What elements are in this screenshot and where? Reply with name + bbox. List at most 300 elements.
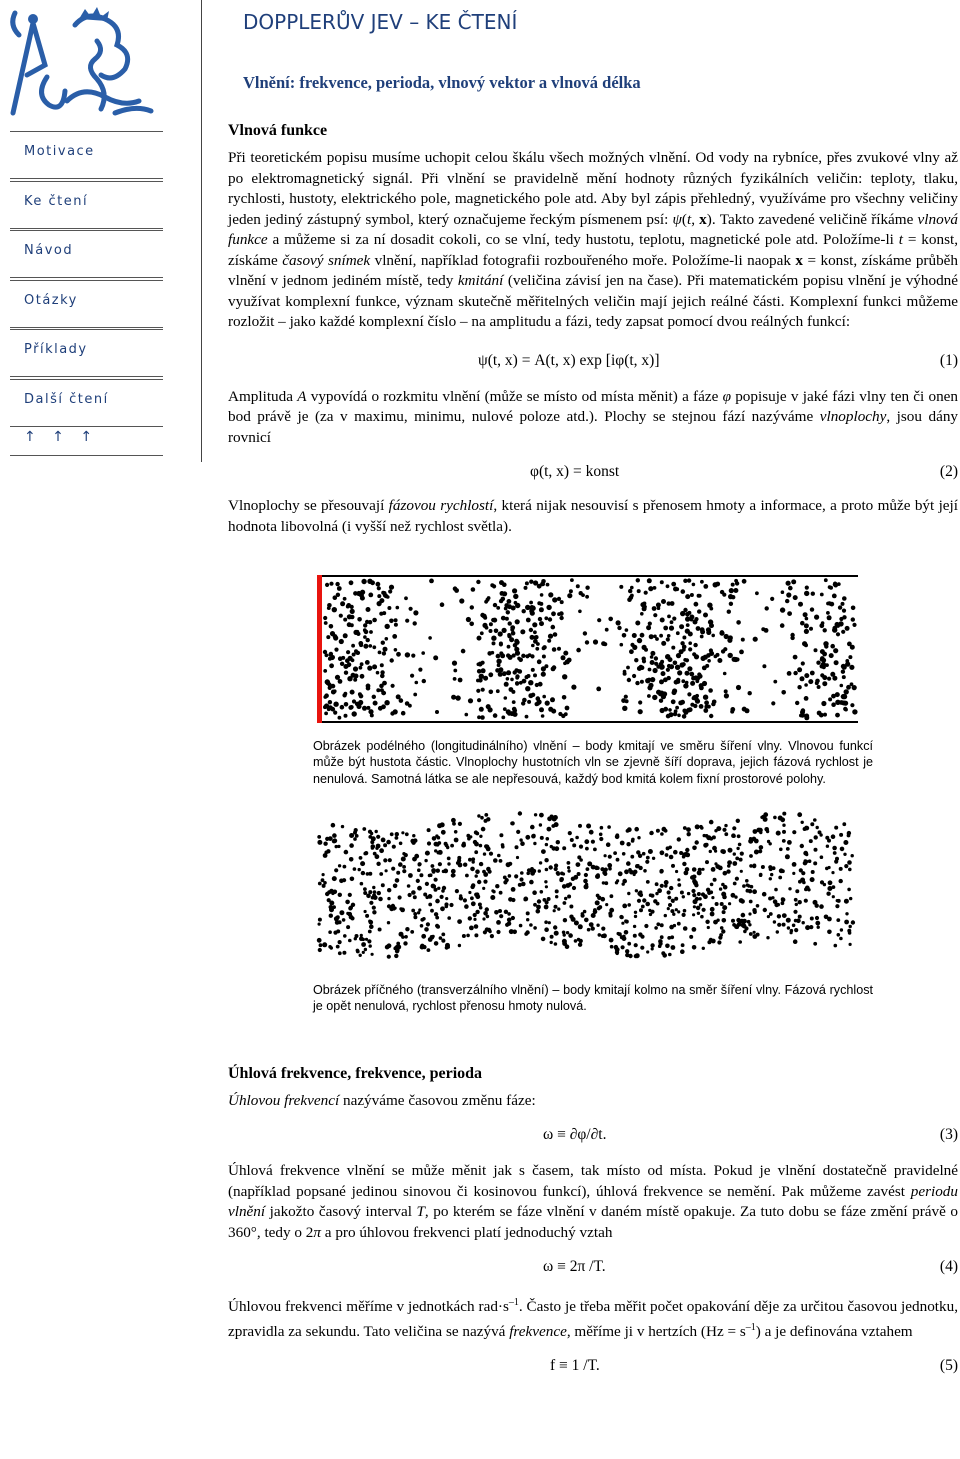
particle	[696, 626, 701, 631]
particle	[317, 840, 322, 845]
particle	[542, 655, 546, 659]
particle	[489, 629, 493, 633]
particle	[360, 596, 365, 601]
particle	[732, 834, 735, 837]
particle	[408, 704, 412, 708]
particle	[793, 595, 798, 600]
particle	[652, 695, 657, 700]
particle	[579, 845, 583, 849]
particle	[851, 606, 856, 611]
particle	[567, 866, 570, 869]
particle	[474, 850, 478, 854]
particle	[648, 849, 653, 854]
particle	[847, 834, 851, 838]
particle	[465, 713, 469, 717]
particle	[798, 880, 802, 884]
particle	[544, 616, 548, 620]
particle	[317, 938, 322, 943]
nav-item-dalsi-cteni[interactable]	[10, 379, 163, 427]
particle	[644, 924, 648, 928]
particle	[473, 840, 477, 844]
equation-5	[228, 1356, 958, 1378]
particle	[434, 941, 439, 946]
particle	[844, 708, 848, 712]
particle	[625, 699, 629, 703]
particle	[622, 852, 626, 856]
particle	[483, 880, 487, 884]
particle	[691, 676, 696, 681]
particle	[786, 918, 791, 923]
particle	[662, 691, 667, 696]
particle	[728, 653, 733, 658]
particle	[465, 874, 469, 878]
particle	[548, 634, 553, 639]
particle	[375, 830, 378, 833]
particle	[710, 907, 715, 912]
particle	[507, 918, 512, 923]
particle	[529, 880, 534, 885]
particle	[370, 713, 374, 717]
particle	[700, 580, 704, 584]
particle	[832, 885, 836, 889]
particle	[332, 833, 337, 838]
particle	[391, 867, 395, 871]
particle	[804, 683, 808, 687]
particle	[608, 617, 613, 622]
particle	[499, 642, 503, 646]
particle	[425, 851, 430, 856]
particle	[753, 910, 757, 914]
particle	[462, 842, 466, 846]
particle	[793, 939, 798, 944]
particle	[722, 895, 727, 900]
particle	[804, 899, 808, 903]
particle	[664, 880, 669, 885]
particle	[354, 674, 359, 679]
particle	[489, 622, 493, 626]
nav-item-navod[interactable]	[10, 230, 163, 278]
particle	[328, 945, 332, 949]
particle	[661, 599, 666, 604]
particle	[516, 830, 520, 834]
particle	[506, 677, 510, 681]
particle	[348, 705, 353, 710]
particle	[849, 665, 854, 670]
particle	[664, 884, 668, 888]
particle	[331, 892, 334, 895]
particle	[766, 936, 769, 939]
particle	[680, 700, 685, 705]
particle	[832, 594, 837, 599]
particle	[668, 953, 672, 957]
particle	[851, 617, 855, 621]
particle	[545, 885, 548, 888]
particle	[693, 880, 698, 885]
particle	[547, 897, 551, 901]
particle	[535, 647, 539, 651]
particle	[482, 870, 486, 874]
nav-label: Motivace	[24, 144, 95, 159]
particle	[653, 668, 658, 673]
particle	[338, 716, 342, 720]
particle	[366, 684, 371, 689]
particle	[395, 836, 399, 840]
particle	[703, 584, 708, 589]
particle	[325, 653, 329, 657]
nav-item-priklady[interactable]	[10, 329, 163, 377]
particle	[805, 586, 809, 590]
particle	[697, 594, 701, 598]
particle	[654, 926, 658, 930]
particle	[336, 593, 340, 597]
particle	[401, 831, 404, 834]
particle	[846, 685, 851, 690]
particle	[383, 843, 387, 847]
particle	[372, 886, 375, 889]
particle	[833, 851, 837, 855]
particle	[771, 896, 774, 899]
particle	[639, 893, 643, 897]
particle	[753, 864, 757, 868]
particle	[453, 677, 457, 681]
particle	[360, 861, 365, 866]
particle	[480, 631, 484, 635]
particle	[333, 702, 338, 707]
nav-item-otazky[interactable]	[10, 280, 163, 328]
particle	[780, 607, 785, 612]
particle	[787, 926, 790, 929]
particle	[667, 615, 671, 619]
particle	[814, 648, 818, 652]
particle	[343, 618, 347, 622]
particle	[454, 830, 458, 834]
particle	[734, 924, 739, 929]
particle	[774, 888, 778, 892]
particle	[591, 865, 596, 870]
particle	[452, 874, 455, 877]
particle	[554, 931, 559, 936]
particle	[339, 910, 344, 915]
particle	[782, 913, 787, 918]
particle	[431, 884, 436, 889]
particle	[804, 591, 809, 596]
particle	[667, 936, 671, 940]
nav-item-ke-cteni[interactable]	[10, 181, 163, 229]
particle	[765, 606, 769, 610]
particle	[344, 714, 348, 718]
particle	[553, 909, 556, 912]
particle	[742, 579, 747, 584]
particle	[556, 840, 560, 844]
particle	[748, 912, 751, 915]
particle	[346, 605, 350, 609]
particle	[553, 815, 558, 820]
particle	[544, 920, 548, 924]
particle	[687, 892, 690, 895]
particle	[610, 894, 614, 898]
particle	[552, 846, 556, 850]
particle	[660, 618, 665, 623]
particle	[669, 626, 674, 631]
particle	[666, 668, 670, 672]
particle	[823, 628, 827, 632]
particle	[767, 840, 770, 843]
particle	[353, 666, 358, 671]
particle	[329, 901, 334, 906]
particle	[525, 835, 530, 840]
particle	[323, 842, 327, 846]
particle	[640, 680, 644, 684]
particle	[533, 673, 537, 677]
particle	[379, 872, 383, 876]
particle	[433, 655, 438, 660]
particle	[533, 903, 537, 907]
particle	[378, 928, 382, 932]
particle	[387, 943, 392, 948]
particle	[826, 892, 830, 896]
particle	[653, 899, 657, 903]
particle	[567, 895, 571, 899]
particle	[724, 832, 728, 836]
particle	[542, 645, 546, 649]
particle	[539, 823, 542, 826]
particle	[373, 890, 377, 894]
particle	[483, 930, 487, 934]
particle	[506, 709, 511, 714]
nav-item-motivace[interactable]	[10, 131, 163, 179]
particle	[637, 836, 640, 839]
particle	[776, 831, 781, 836]
particle	[781, 690, 786, 695]
particle	[616, 620, 621, 625]
particle	[585, 847, 589, 851]
particle	[842, 675, 846, 679]
particle	[501, 845, 505, 849]
particle	[514, 874, 518, 878]
particle	[814, 848, 818, 852]
particle	[488, 672, 493, 677]
particle	[579, 858, 583, 862]
particle	[323, 616, 327, 620]
particle	[813, 900, 818, 905]
particle	[536, 642, 540, 646]
particle	[733, 588, 738, 593]
particle	[804, 643, 808, 647]
particle	[446, 846, 449, 849]
particle	[747, 920, 751, 924]
particle	[435, 916, 439, 920]
particle	[387, 955, 391, 959]
particle	[546, 837, 550, 841]
equation-number: (1)	[939, 351, 958, 369]
particle	[551, 625, 556, 630]
particle	[562, 674, 567, 679]
particle	[376, 862, 380, 866]
particle	[622, 633, 627, 638]
particle	[509, 637, 514, 642]
particle	[429, 579, 434, 584]
particle	[730, 707, 735, 712]
particle	[346, 925, 350, 929]
particle	[695, 840, 699, 844]
particle	[670, 620, 674, 624]
particle	[828, 880, 833, 885]
particle	[587, 928, 591, 932]
particle	[777, 923, 781, 927]
particle	[358, 641, 363, 646]
particle	[793, 655, 798, 660]
particle	[623, 670, 627, 674]
particle	[837, 899, 841, 903]
particle	[677, 922, 681, 926]
particle	[723, 672, 727, 676]
particle	[399, 842, 403, 846]
particle	[451, 695, 456, 700]
particle	[633, 925, 636, 928]
particle	[643, 869, 647, 873]
particle	[776, 903, 780, 907]
particle	[669, 664, 674, 669]
particle	[381, 883, 385, 887]
particle	[788, 586, 793, 591]
particle	[405, 619, 409, 623]
particle	[473, 918, 476, 921]
particle	[668, 903, 672, 907]
particle	[833, 648, 838, 653]
particle	[609, 914, 613, 918]
particle	[522, 609, 526, 613]
particle	[508, 874, 512, 878]
particle	[651, 947, 654, 950]
particle	[814, 615, 819, 620]
particle	[344, 702, 349, 707]
particle	[842, 665, 847, 670]
particle	[599, 833, 603, 837]
particle	[493, 713, 498, 718]
particle	[648, 668, 652, 672]
particle	[331, 707, 336, 712]
particle	[601, 934, 605, 938]
particle	[377, 891, 381, 895]
particle	[476, 580, 480, 584]
particle	[600, 867, 604, 871]
particle	[579, 939, 583, 943]
particle	[793, 910, 797, 914]
particle	[553, 925, 557, 929]
particle	[690, 681, 695, 686]
particle	[712, 846, 717, 851]
particle	[816, 826, 819, 829]
particle	[705, 860, 709, 864]
particle	[532, 622, 537, 627]
particle	[702, 666, 707, 671]
particle	[634, 915, 637, 918]
particle	[459, 598, 464, 603]
particle	[531, 668, 535, 672]
particle	[724, 693, 729, 698]
particle	[469, 622, 474, 627]
particle	[622, 882, 625, 885]
particle	[428, 937, 433, 942]
particle	[641, 905, 645, 909]
particle	[819, 833, 822, 836]
particle	[708, 619, 713, 624]
particle	[693, 704, 697, 708]
particle	[634, 658, 638, 662]
particle	[667, 601, 671, 605]
particle	[499, 891, 503, 895]
particle	[404, 596, 408, 600]
particle	[428, 636, 432, 640]
particle	[628, 589, 632, 593]
particle	[634, 911, 637, 914]
particle	[652, 606, 657, 611]
particle	[539, 813, 544, 818]
particle	[545, 868, 549, 872]
particle	[415, 681, 419, 685]
particle	[821, 701, 826, 706]
particle	[794, 898, 798, 902]
particle	[662, 953, 667, 958]
particle	[733, 882, 737, 886]
up-arrow-icons[interactable]: ↑ ↑ ↑	[24, 429, 99, 445]
particle	[685, 848, 689, 852]
particle	[607, 863, 612, 868]
particle	[802, 921, 805, 924]
particle	[803, 851, 808, 856]
particle	[479, 835, 482, 838]
particle	[649, 893, 653, 897]
particle	[351, 644, 355, 648]
particle	[571, 685, 576, 690]
particle	[642, 898, 646, 902]
particle	[685, 617, 690, 622]
particle	[600, 826, 604, 830]
particle	[719, 887, 722, 890]
particle	[661, 641, 666, 646]
particle	[676, 631, 680, 635]
particle	[794, 928, 798, 932]
particle	[540, 836, 544, 840]
particle	[619, 915, 623, 919]
particle	[527, 868, 531, 872]
particle	[615, 881, 618, 884]
particle	[633, 873, 636, 876]
particle	[798, 900, 802, 904]
particle	[699, 903, 702, 906]
particle	[546, 605, 551, 610]
equation-number: (5)	[939, 1357, 958, 1375]
particle	[596, 687, 601, 692]
particle	[413, 915, 417, 919]
particle	[352, 711, 357, 716]
particle	[477, 636, 482, 641]
particle	[441, 939, 445, 943]
particle	[555, 889, 559, 893]
particle	[693, 899, 698, 904]
particle	[593, 848, 597, 852]
particle	[557, 907, 560, 910]
particle	[649, 913, 652, 916]
particle	[334, 648, 338, 652]
particle	[659, 662, 664, 667]
particle	[834, 944, 838, 948]
paragraph: Amplituda A vypovídá o rozkmitu vlnění (může se místo od místa měnit) a fáze φ popisuje v jaké fázi vlny ten či onen bod právě je (za v maximu, minimu, nulové poloze atd.). Plochy se stejnou fází nazýváme vlnoplochy, jsou dány rovnicí	[228, 387, 959, 446]
particle	[596, 924, 599, 927]
particle	[436, 925, 440, 929]
particle	[707, 659, 711, 663]
particle	[333, 931, 337, 935]
